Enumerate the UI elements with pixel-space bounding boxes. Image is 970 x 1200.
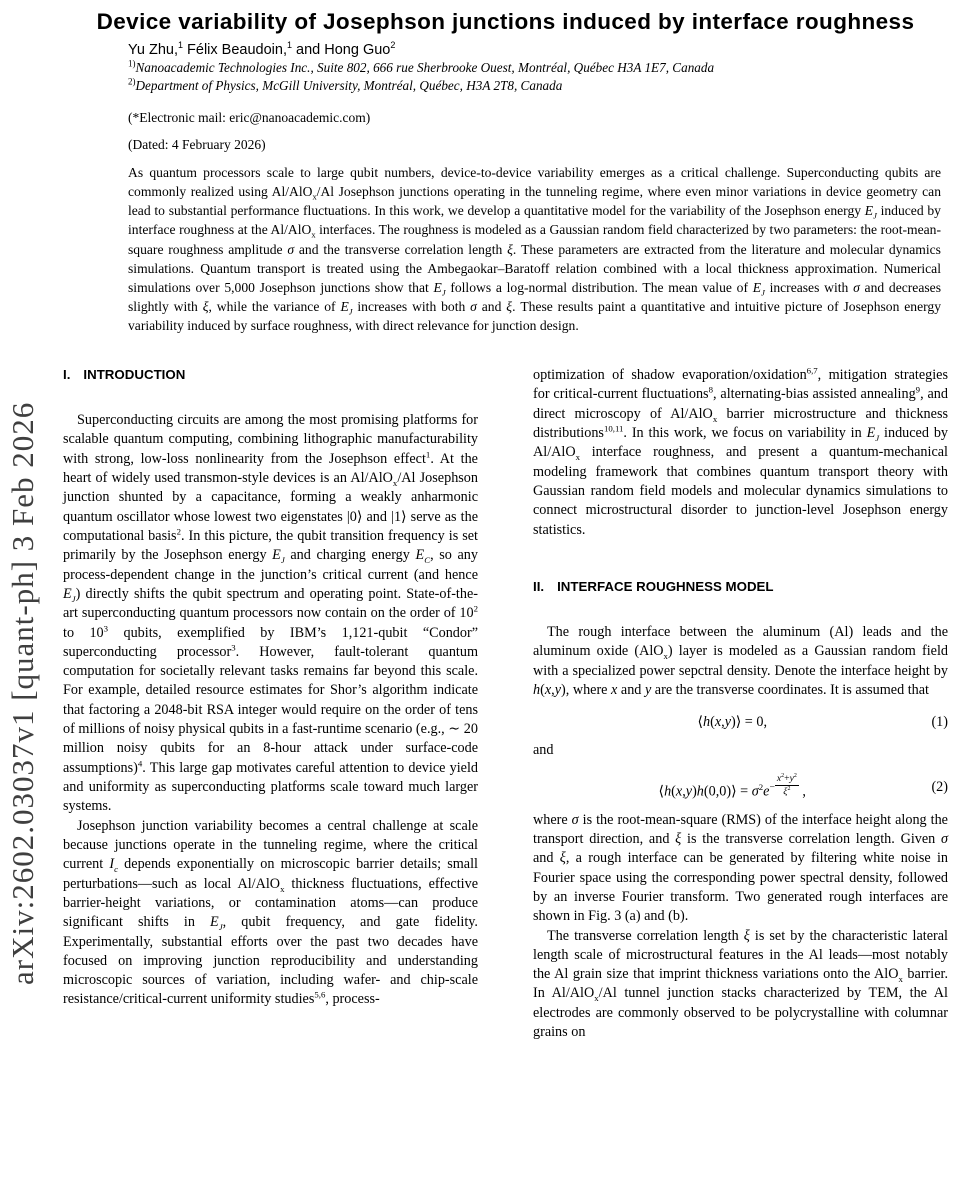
date-note: (Dated: 4 February 2026) <box>128 137 266 153</box>
equation-number: (1) <box>931 714 948 731</box>
two-column-layout <box>63 366 948 1042</box>
section-title: INTERFACE ROUGHNESS MODEL <box>557 578 774 594</box>
paragraph-intro-2: Josephson junction variability becomes a central challenge at scale because junctions operate in the tunneling regime, where the critical current $I_c$ depends exponentially on microscopic barrier details; small perturbations—such as local Al/AlO$_x$ thickness fluctuations, effective barrier-height variations, or contamination atoms—can produce significant shifts in $E_J$, qubit frequency, and gate fidelity. Experimentally, substantial efforts over the past two decades have focused on improving junction reproducibility and understanding microscopic sources of variation, including wafer- and chip-scale resistance/critical-current uniformity studies$^{5,6}$, process- <box>63 817 478 1008</box>
right-column <box>533 366 948 1042</box>
paragraph-roughness-3: The transverse correlation length ξ is set by the characteristic lateral length scale of microstructural features in the Al leads—most notably the Al grain size that imprint thickness variations onto the AlO$_x$ barrier. In Al/AlO$_x$/Al tunnel junction stacks characterized by TEM, the Al electrodes are commonly observed to be polycrystalline with columnar grains on <box>533 927 948 1041</box>
arxiv-watermark: arXiv:2602.03037v1 [quant-ph] 3 Feb 2026 <box>5 401 40 985</box>
equation-connector: and <box>533 742 554 759</box>
equation-2 <box>533 774 948 802</box>
abstract: As quantum processors scale to large qubit numbers, device-to-device variability emerges as a critical challenge. Superconducting qubits are commonly realized using Al/AlO$_x$/Al Josephson junctions operating in the tunneling regime, where even minor variations in device geometry can lead to substantial performance fluctuations. In this work, we develop a quantitative model for the variability of the Josephson energy $E_J$ induced by interface roughness at the Al/AlO$_x$ interfaces. The roughness is modeled as a Gaussian random field characterized by two parameters: the root-mean-square roughness amplitude σ and the transverse correlation length ξ. These parameters are extracted from the literature and molecular dynamics simulations. Quantum transport is treated using the Ambegaokar–Baratoff relation combined with a local thickness approximation. Numerical simulations over 5,000 Josephson junctions show that $E_J$ follows a log-normal distribution. The mean value of $E_J$ increases with σ and decreases slightly with ξ, while the variance of $E_J$ increases with both σ and ξ. These results paint a quantitative and intuitive picture of Josephson energy variability induced by surface roughness, with direct relevance for junction design. <box>128 165 941 333</box>
section-heading-roughness-model <box>533 578 948 596</box>
paragraph-intro-1: Superconducting circuits are among the most promising platforms for scalable quantum computing, combining lithographic manufacturability with strong, low-loss nonlinearity from the Josephson effect$^1$. At the heart of widely used transmon-style devices is an Al/AlO$_x$/Al Josephson junction shunted by a capacitance, forming a weakly anharmonic quantum oscillator whose lowest two eigenstates |0⟩ and |1⟩ serve as the computational basis$^2$. In this picture, the qubit transition frequency is set primarily by the Josephson energy $E_J$ and charging energy $E_C$, so any process-dependent change in the junction’s critical current (and hence $E_J$) directly shifts the qubit spectrum and operating point. State-of-the-art superconducting quantum processors now contain on the order of $10^2$ to $10^3$ qubits, exemplified by IBM’s 1,121-qubit “Condor” superconducting processor$^3$. However, fault-tolerant quantum computation for societally relevant tasks remains far beyond this scale. For example, detailed resource estimates for Shor’s algorithm indicate that factoring a 2048-bit RSA integer would require on the order of tens of millions of noisy physical qubits in a fast-runtime scenario (e.g., ∼ 20 million noisy qubits for an 8-hour attack under surface-code assumptions)$^4$. This large gap motivates careful attention to device yield and uniformity as superconducting platforms scale toward much larger systems. <box>63 412 479 815</box>
equation-body: ⟨h(x,y)⟩ = 0, <box>697 714 767 731</box>
paragraph-roughness-2: where σ is the root-mean-square (RMS) of the interface height along the transport direction, and ξ is the transverse correlation length. Given σ and ξ, a rough interface can be generated by filtering white noise in Fourier space using the corresponding power spectral density, followed by an inverse Fourier transform. Two generated rough interfaces are shown in Fig. 3 (a) and (b). <box>533 811 949 925</box>
section-number: I. <box>63 367 71 383</box>
left-column <box>63 366 478 1042</box>
author-list: Yu Zhu,$^1$ Félix Beaudoin,$^1$ and Hong Guo$^2$ <box>128 40 396 58</box>
equation-body: ⟨h(x,y)h(0,0)⟩ = $\sigma^2e^{- \frac{x^2+y^2}{\xi^2}}$ , <box>658 772 806 800</box>
affiliation-2: $^{2)}$Department of Physics, McGill University, Montréal, Québec, H3A 2T8, Canada <box>128 76 563 94</box>
paper-content <box>63 0 948 1042</box>
email-note: (*Electronic mail: eric@nanoacademic.com) <box>128 110 371 126</box>
header-block <box>128 42 941 335</box>
section-title: INTRODUCTION <box>83 367 186 383</box>
section-heading-introduction <box>63 366 478 384</box>
equation-number: (2) <box>931 779 948 796</box>
equation-1 <box>533 713 948 732</box>
section-number: II. <box>533 578 545 594</box>
paper-title: Device variability of Josephson junctions induced by interface roughness <box>96 9 915 34</box>
affiliation-1: $^{1)}$Nanoacademic Technologies Inc., Suite 802, 666 rue Sherbrooke Ouest, Montréal, Québec H3A 1E7, Canada <box>128 58 715 75</box>
paragraph-roughness-1: The rough interface between the aluminum (Al) leads and the aluminum oxide (AlO$_x$) layer is modeled as a Gaussian random field with a specialized power sepctral density. Denote the interface height by h(x,y), where x and y are the transverse coordinates. It is assumed that <box>533 623 948 698</box>
paragraph-intro-3: optimization of shadow evaporation/oxidation$^{6,7}$, mitigation strategies for critical-current fluctuations$^8$, alternating-bias assisted annealing$^9$, and direct microscopy of Al/AlO$_x$ barrier microstructure and thickness distributions$^{10,11}$. In this work, we focus on variability in $E_J$ induced by Al/AlO$_x$ interface roughness, and present a quantum-mechanical modeling framework that combines quantum transport theory with Gaussian random field models and molecular dynamics simulations to connect microstructural disorder to junction-level Josephson energy statistics. <box>533 365 949 538</box>
